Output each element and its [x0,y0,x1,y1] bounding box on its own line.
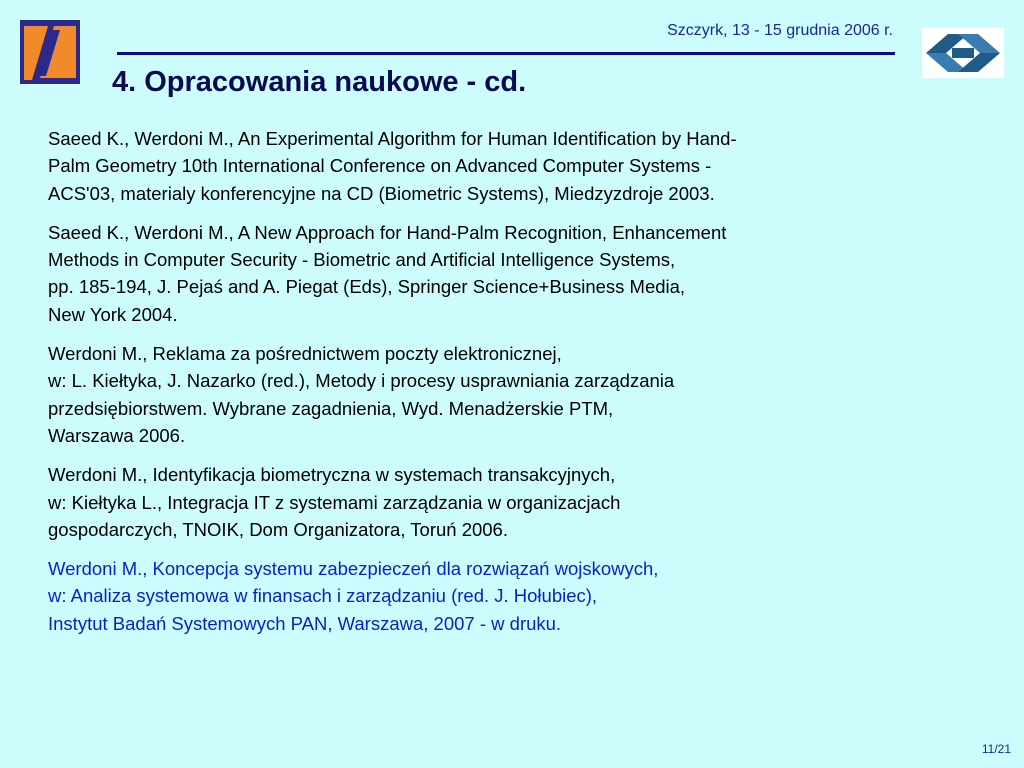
header-date: Szczyrk, 13 - 15 grudnia 2006 r. [667,22,893,39]
reference-line: Methods in Computer Security - Biometric and Artificial Intelligence Systems, [48,249,676,271]
reference-line: Werdoni M., Identyfikacja biometryczna w systemach transakcyjnych, [48,464,616,486]
reference-line: przedsiębiorstwem. Wybrane zagadnienia, Wyd. Menadżerskie PTM, [48,397,614,419]
slide-title: 4. Opracowania naukowe - cd. [112,66,527,98]
reference-line: Werdoni M., Reklama za pośrednictwem poczty elektronicznej, [48,343,562,365]
reference-line: gospodarczych, TNOIK, Dom Organizatora, Toruń 2006. [48,518,508,540]
reference-line: Warszawa 2006. [48,424,186,446]
reference-line: New York 2004. [48,303,178,325]
conference-logo-icon [922,28,1004,78]
header-divider [117,52,895,55]
reference-line: Instytut Badań Systemowych PAN, Warszawa, 2007 - w druku. [48,612,562,634]
reference-line: Werdoni M., Koncepcja systemu zabezpieczeń dla rozwiązań wojskowych, [48,558,659,580]
reference-line: ACS'03, materialy konferencyjne na CD (Biometric Systems), Miedzyzdroje 2003. [48,182,715,204]
reference-list [48,125,948,649]
reference-line: w: L. Kiełtyka, J. Nazarko (red.), Metody i procesy usprawniania zarządzania [48,370,675,392]
reference-line: pp. 185-194, J. Pejaś and A. Piegat (Eds), Springer Science+Business Media, [48,276,686,298]
page-number: 11/21 [981,742,1011,756]
reference-line: Saeed K., Werdoni M., A New Approach for Hand-Palm Recognition, Enhancement [48,221,727,243]
reference-line: Saeed K., Werdoni M., An Experimental Algorithm for Human Identification by Hand- [48,128,737,149]
university-logo-icon [20,20,80,84]
reference-line: w: Kiełtyka L., Integracja IT z systemami zarządzania w organizacjach [48,491,621,513]
reference-item [48,125,948,207]
reference-item [48,461,948,543]
reference-item [48,219,948,328]
reference-line: w: Analiza systemowa w finansach i zarządzaniu (red. J. Hołubiec), [48,585,598,607]
reference-item-highlighted [48,555,948,637]
reference-line: Palm Geometry 10th International Conference on Advanced Computer Systems - [48,155,712,177]
reference-item [48,340,948,449]
